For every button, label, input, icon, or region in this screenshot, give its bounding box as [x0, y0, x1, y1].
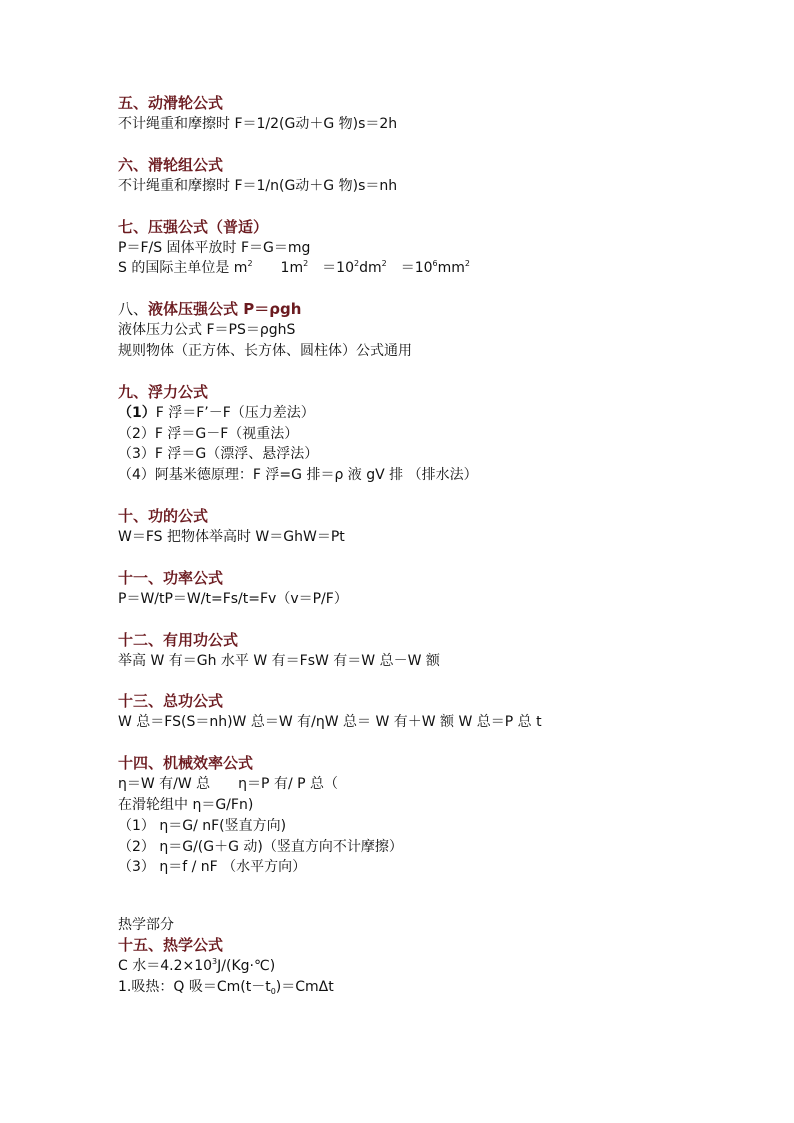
section-10 — [118, 506, 758, 548]
section-14-title: 十四、机械效率公式 — [118, 754, 254, 773]
section-10-line-1: W＝FS 把物体举高时 W＝GhW＝Pt — [118, 528, 345, 545]
section-8-line-2: 规则物体（正方体、长方体、圆柱体）公式通用 — [118, 342, 412, 359]
section-11 — [118, 568, 758, 610]
section-15-line-1: C 水$=4.2\times 10^3J/(Kg\cdot℃)$ — [118, 957, 276, 975]
section-14-line-1: η＝W 有/W 总 η＝P 有/ P 总（ — [118, 776, 339, 793]
section-15-title: 十五、热学公式 — [118, 936, 224, 955]
section-8-line-1: 液体压力公式 F＝PS＝ρghS — [118, 322, 296, 339]
section-9-line-2: （2）F 浮＝G－F（视重法） — [118, 425, 299, 442]
section-12-title: 十二、有用功公式 — [118, 630, 239, 649]
section-8 — [118, 299, 758, 362]
section-9-title: 九、浮力公式 — [118, 382, 209, 401]
section-12-line-1: 举高 W 有＝Gh 水平 W 有＝FsW 有＝W 总－W 额 — [118, 652, 440, 669]
section-6-title: 六、滑轮组公式 — [118, 155, 224, 174]
section-14-line-4: （2） η＝G/(G＋G 动)（竖直方向不计摩擦） — [118, 838, 403, 855]
section-7-line-1: P＝F/S 固体平放时 F＝G＝mg — [118, 239, 311, 256]
section-14 — [118, 753, 758, 878]
section-14-line-2: 在滑轮组中 η＝G/Fn) — [118, 796, 254, 813]
section-7-title: 七、压强公式（普适） — [118, 217, 269, 236]
section-5 — [118, 93, 758, 135]
section-8-title: 八、液体压强公式 P＝ρgh — [118, 300, 302, 319]
document-page — [118, 93, 758, 998]
section-13-title: 十三、总功公式 — [118, 692, 224, 711]
section-9 — [118, 382, 758, 486]
section-9-line-1: （1）F 浮＝F’－F（压力差法） — [118, 404, 315, 421]
section-14-line-3: （1） η＝G/ nF(竖直方向) — [118, 817, 287, 834]
section-13 — [118, 691, 758, 733]
section-13-line-1: W 总＝FS(S＝nh)W 总＝W 有/ηW 总＝ W 有＋W 额 W 总＝P 总 t — [118, 714, 542, 731]
section-5-title: 五、动滑轮公式 — [118, 94, 224, 112]
section-15-line-2: 1.吸热：Q 吸$=Cm(t-t_0)=Cm\Delta t$ — [118, 978, 334, 996]
section-11-line-1: P＝W/tP＝W/t=Fs/t=Fv（v＝P/F） — [118, 590, 348, 607]
section-7-line-2: S 的国际主单位是 $m^2$ $1m^2$ $=10^2dm^2$ $=10^6mm^2$ — [118, 259, 471, 277]
section-5-line-1: 不计绳重和摩擦时 F＝1/2(G动＋G 物)s＝2h — [118, 116, 398, 132]
section-10-title: 十、功的公式 — [118, 506, 209, 525]
section-9-line-3: （3）F 浮＝G（漂浮、悬浮法） — [118, 446, 319, 463]
section-15 — [118, 915, 758, 998]
section-11-title: 十一、功率公式 — [118, 568, 224, 587]
section-6 — [118, 155, 758, 197]
section-12 — [118, 630, 758, 672]
thermo-part-title: 热学部分 — [118, 917, 174, 934]
section-6-line-1: 不计绳重和摩擦时 F＝1/n(G动＋G 物)s＝nh — [118, 177, 398, 194]
section-9-line-4: （4）阿基米德原理：F 浮=G 排＝ρ 液 gV 排 （排水法） — [118, 467, 478, 484]
section-7 — [118, 217, 758, 280]
section-14-line-5: （3） η＝f / nF （水平方向） — [118, 859, 307, 876]
